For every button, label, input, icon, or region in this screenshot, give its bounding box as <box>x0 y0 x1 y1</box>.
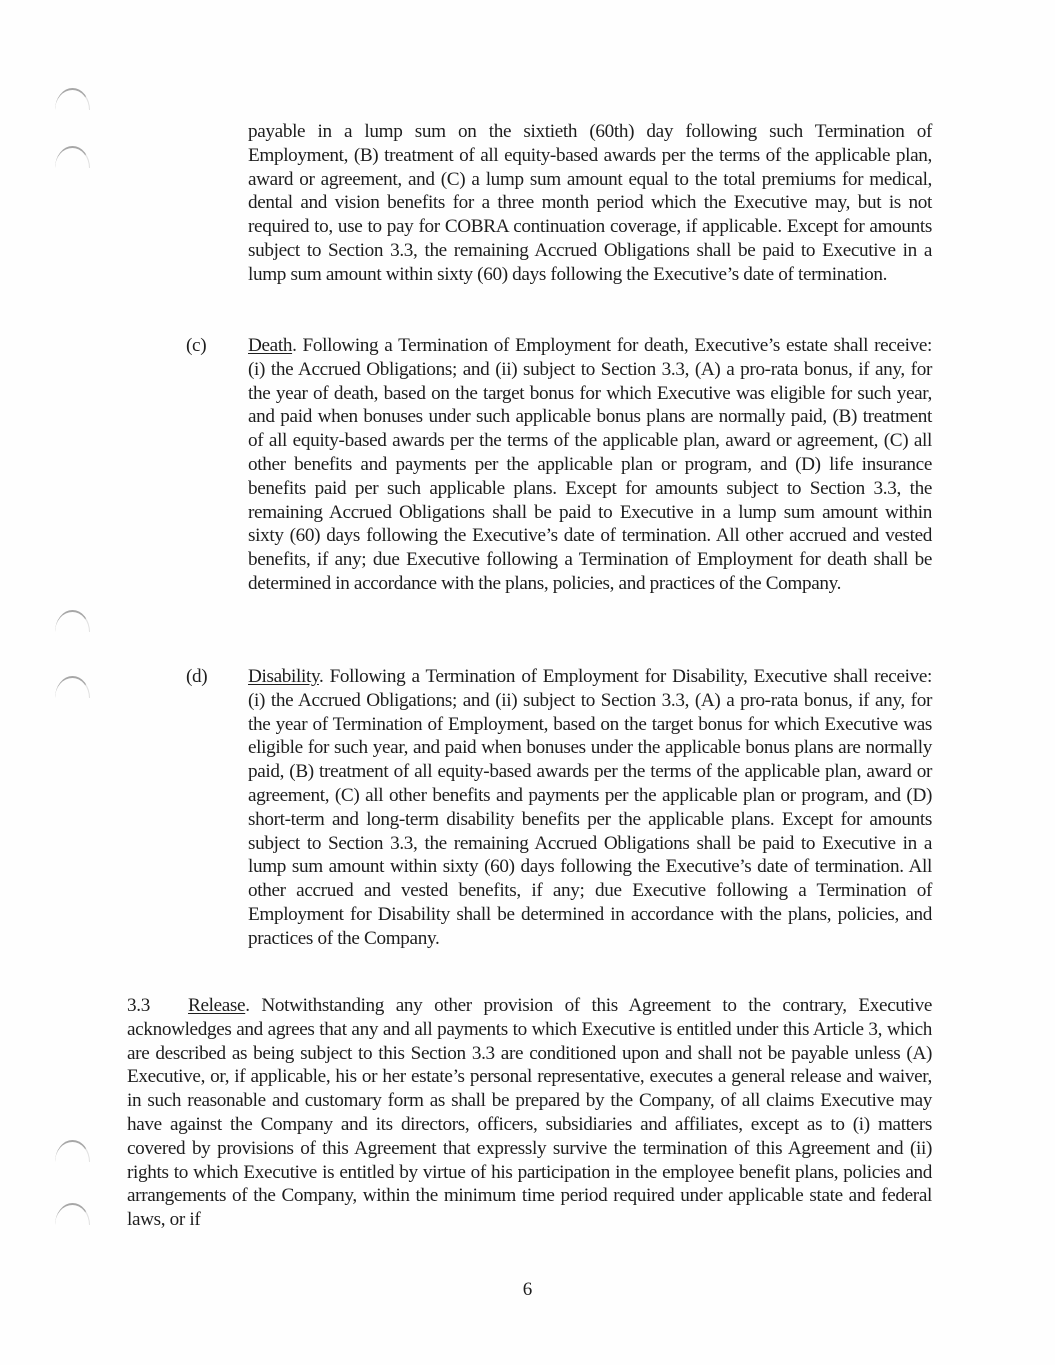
clause-body <box>248 665 932 951</box>
clause-body <box>248 334 932 596</box>
section-text: . Notwithstanding any other provision of this Agreement to the contrary, Executive acknowledges and agrees that any and all payments to which Executive is entitled under this Article 3, which are described as being subject to this Section 3.3 are conditioned upon and shall not be payable unless (A) Executive, or, if applicable, his or her estate’s personal representative, executes a general release and waiver, in such reasonable and customary form as shall be prepared by the Company, of all claims Executive may have against the Company and its directors, officers, subsidiaries and affiliates, except as to (i) matters covered by provisions of this Agreement that expressly survive the termination of this Agreement and (ii) rights to which Executive is entitled by virtue of his participation in the employee benefit plans, policies and arrangements of the Company, within the minimum time period required under applicable state and federal laws, or if <box>127 995 932 1231</box>
page-number: 6 <box>522 1279 533 1300</box>
section-number: 3.3 <box>127 995 150 1016</box>
section-heading: Release <box>188 995 246 1016</box>
clause-heading: Death <box>248 335 293 356</box>
binder-hole-mark <box>55 1140 90 1162</box>
section-3-3-release <box>127 994 932 1232</box>
continuation-paragraph: payable in a lump sum on the sixtieth (60th) day following such Termination of Employment, (B) treatment of all equity-based awards per the terms of the applicable plan, award or agreement, and (C) a lump sum amount equal to the total premiums for medical, dental and vision benefits for a three month period which the Executive may, but is not required to, use to pay for COBRA continuation coverage, if applicable. Except for amounts subject to Section 3.3, the remaining Accrued Obligations shall be paid to Executive in a lump sum amount within sixty (60) days following the Executive’s date of termination. <box>248 121 932 285</box>
binder-hole-mark <box>55 610 90 632</box>
binder-hole-mark <box>55 88 90 110</box>
binder-hole-mark <box>55 146 90 168</box>
clause-text: . Following a Termination of Employment for death, Executive’s estate shall receive: (i) the Accrued Obligations; and (ii) subject to Section 3.3, (A) a pro-rata bonus, if any, for the year of death, based on the target bonus for which Executive was eligible for such year, and paid when bonuses under such applicable bonus plans are normally paid, (B) treatment of all equity-based awards per the terms of the applicable plan, award or agreement, (C) all other benefits and payments per the applicable plan or program, and (D) life insurance benefits paid per such applicable plans. Except for amounts subject to Section 3.3, the remaining Accrued Obligations shall be paid to Executive in a lump sum amount within sixty (60) days following the Executive’s date of termination. All other accrued and vested benefits, if any; due Executive following a Termination of Employment for death shall be determined in accordance with the plans, policies, and practices of the Company. <box>248 335 932 594</box>
binder-hole-mark <box>55 1203 90 1225</box>
clause-text: . Following a Termination of Employment for Disability, Executive shall receive: (i) the Accrued Obligations; and (ii) subject to Section 3.3, (A) a pro-rata bonus, if any, for the year of Termination of Employment, based on the target bonus for which Executive was eligible for such year, and paid when bonuses under the applicable bonus plans are normally paid, (B) treatment of all equity-based awards per the terms of the applicable plan, award or agreement, (C) all other benefits and payments per the applicable plan or program, and (D) short-term and long-term disability benefits per the applicable plans. Except for amounts subject to Section 3.3, the remaining Accrued Obligations shall be paid to Executive in a lump sum amount within sixty (60) days following the Executive’s date of termination. All other accrued and vested benefits, if any; due Executive following a Termination of Employment for Disability shall be determined in accordance with the plans, policies, and practices of the Company. <box>248 666 932 949</box>
clause-label: (d) <box>186 666 208 687</box>
clause-label: (c) <box>186 335 207 356</box>
clause-c-death <box>186 334 932 596</box>
clause-heading: Disability <box>248 666 319 687</box>
clause-d-disability <box>186 665 932 951</box>
binder-hole-mark <box>55 676 90 698</box>
